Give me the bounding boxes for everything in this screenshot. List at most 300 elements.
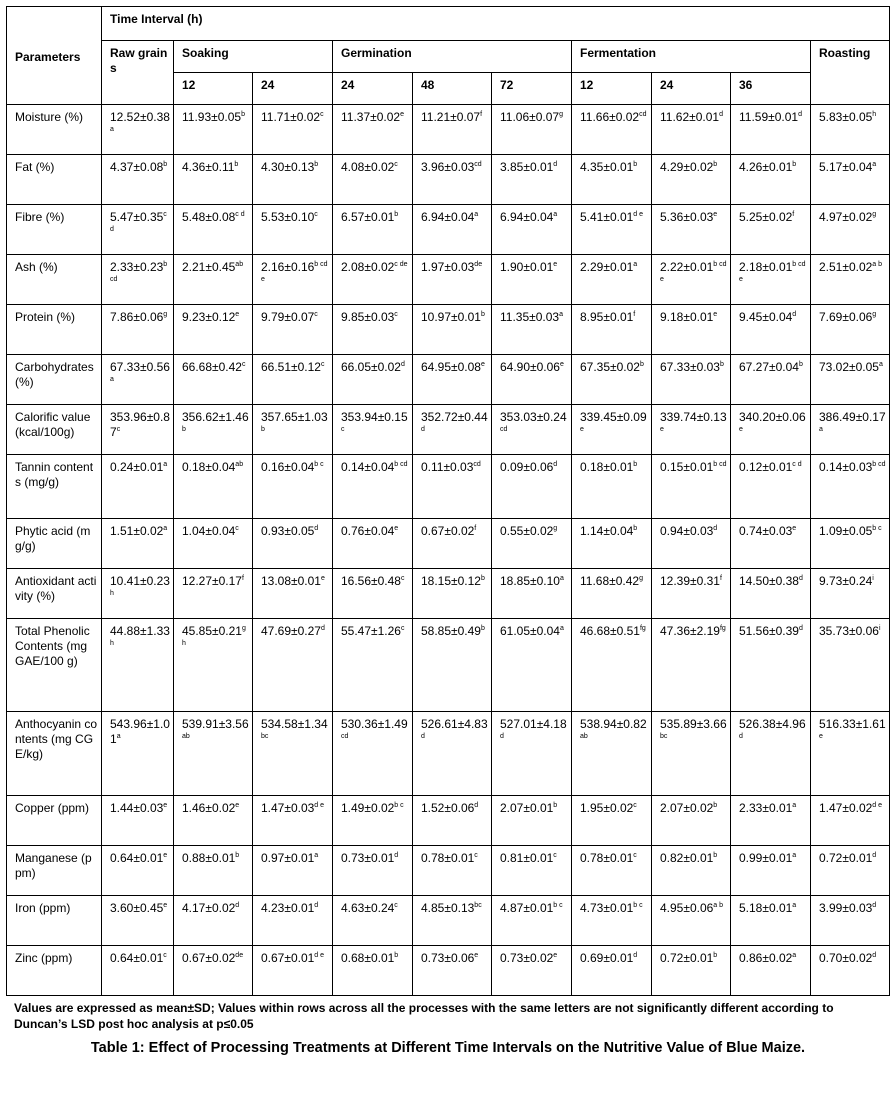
mean-sd-value: 0.09±0.06 xyxy=(500,460,554,474)
significance-letters: b xyxy=(394,952,399,959)
value-cell xyxy=(731,569,811,619)
mean-sd-value: 11.66±0.02 xyxy=(580,110,640,124)
value-cell xyxy=(102,355,174,405)
significance-letters: a xyxy=(163,525,168,532)
table-row xyxy=(7,305,890,355)
significance-letters: a xyxy=(314,852,319,859)
value-cell xyxy=(413,846,492,896)
value-cell xyxy=(174,796,253,846)
table-row xyxy=(7,355,890,405)
significance-letters: b xyxy=(639,361,644,368)
value-cell xyxy=(492,896,572,946)
table-row xyxy=(7,569,890,619)
significance-letters: cd xyxy=(473,461,481,468)
mean-sd-value: 0.81±0.01 xyxy=(500,851,554,865)
value-cell xyxy=(253,205,333,255)
significance-letters: g xyxy=(872,311,877,318)
mean-sd-value: 4.35±0.01 xyxy=(580,160,634,174)
significance-letters: ab xyxy=(580,733,588,740)
significance-letters: cd xyxy=(110,211,167,233)
mean-sd-value: 1.51±0.02 xyxy=(110,524,164,538)
parameter-label: Ash (%) xyxy=(7,255,102,305)
mean-sd-value: 1.90±0.01 xyxy=(500,260,554,274)
mean-sd-value: 0.73±0.01 xyxy=(341,851,395,865)
mean-sd-value: 5.53±0.10 xyxy=(261,210,315,224)
value-cell xyxy=(174,569,253,619)
value-cell xyxy=(811,569,890,619)
mean-sd-value: 64.95±0.08 xyxy=(421,360,481,374)
significance-letters: b xyxy=(480,575,485,582)
value-cell xyxy=(731,205,811,255)
significance-letters: e xyxy=(559,361,564,368)
table-row xyxy=(7,846,890,896)
significance-letters: g xyxy=(163,311,168,318)
mean-sd-value: 4.85±0.13 xyxy=(421,901,475,915)
mean-sd-value: 10.97±0.01 xyxy=(421,310,481,324)
significance-letters: c xyxy=(400,575,405,582)
mean-sd-value: 1.46±0.02 xyxy=(182,801,236,815)
value-cell xyxy=(492,946,572,996)
mean-sd-value: 11.59±0.01 xyxy=(739,110,799,124)
significance-letters: c xyxy=(394,902,398,909)
mean-sd-value: 4.30±0.13 xyxy=(261,160,315,174)
mean-sd-value: 13.08±0.01 xyxy=(261,574,321,588)
parameter-label: Fibre (%) xyxy=(7,205,102,255)
value-cell xyxy=(333,712,413,796)
value-cell xyxy=(413,405,492,455)
significance-letters: b xyxy=(553,802,558,809)
value-cell xyxy=(333,455,413,519)
significance-letters: d xyxy=(421,426,425,433)
significance-letters: e xyxy=(580,426,584,433)
significance-letters: e xyxy=(163,802,168,809)
value-cell xyxy=(413,619,492,712)
significance-letters: d xyxy=(235,902,240,909)
value-cell xyxy=(811,305,890,355)
significance-letters: c xyxy=(394,311,398,318)
mean-sd-value: 516.33±1.61 xyxy=(819,717,886,731)
value-cell xyxy=(333,405,413,455)
significance-letters: c xyxy=(474,852,478,859)
mean-sd-value: 2.08±0.02 xyxy=(341,260,395,274)
table-caption: Table 1: Effect of Processing Treatments at Different Time Intervals on the Nutritive Value of Blue Maize. xyxy=(90,1040,806,1056)
value-cell xyxy=(333,255,413,305)
value-cell xyxy=(652,569,731,619)
significance-letters: i xyxy=(872,575,874,582)
parameter-label: Zinc (ppm) xyxy=(7,946,102,996)
mean-sd-value: 12.52±0.38 xyxy=(110,110,170,124)
mean-sd-value: 9.85±0.03 xyxy=(341,310,395,324)
significance-letters: c de xyxy=(394,261,408,268)
significance-letters: f xyxy=(241,575,244,582)
parameter-label: Fat (%) xyxy=(7,155,102,205)
value-cell xyxy=(102,846,174,896)
mean-sd-value: 2.33±0.01 xyxy=(739,801,793,815)
significance-letters: e xyxy=(320,575,325,582)
value-cell xyxy=(652,405,731,455)
value-cell xyxy=(333,846,413,896)
mean-sd-value: 0.73±0.02 xyxy=(500,951,554,965)
value-cell xyxy=(652,305,731,355)
value-cell xyxy=(174,155,253,205)
mean-sd-value: 1.04±0.04 xyxy=(182,524,236,538)
significance-letters: ab xyxy=(235,461,244,468)
mean-sd-value: 0.15±0.01 xyxy=(660,460,714,474)
mean-sd-value: 1.47±0.02 xyxy=(819,801,873,815)
mean-sd-value: 0.11±0.03 xyxy=(421,460,474,474)
significance-letters: b xyxy=(480,311,485,318)
value-cell xyxy=(333,355,413,405)
value-cell xyxy=(811,519,890,569)
value-cell xyxy=(811,355,890,405)
value-cell xyxy=(572,569,652,619)
significance-letters: f xyxy=(480,111,483,118)
value-cell xyxy=(413,455,492,519)
significance-letters: a xyxy=(116,733,121,740)
significance-letters: a xyxy=(559,311,563,318)
significance-letters: bc xyxy=(474,902,482,909)
mean-sd-value: 51.56±0.39 xyxy=(739,624,799,638)
value-cell xyxy=(572,405,652,455)
mean-sd-value: 1.47±0.03 xyxy=(261,801,315,815)
significance-letters: c xyxy=(163,952,167,959)
mean-sd-value: 47.69±0.27 xyxy=(261,624,321,638)
significance-letters: g xyxy=(872,211,877,218)
significance-letters: b c xyxy=(314,461,324,468)
mean-sd-value: 10.41±0.23 xyxy=(110,574,170,588)
mean-sd-value: 526.61±4.83 xyxy=(421,717,488,731)
value-cell xyxy=(174,846,253,896)
mean-sd-value: 2.21±0.45 xyxy=(182,260,236,274)
significance-letters: f xyxy=(792,211,795,218)
significance-letters: e xyxy=(163,852,168,859)
significance-letters: d e xyxy=(872,802,883,809)
mean-sd-value: 0.24±0.01 xyxy=(110,460,164,474)
mean-sd-value: 353.96±0.87 xyxy=(110,410,170,439)
mean-sd-value: 353.94±0.15 xyxy=(341,410,408,424)
value-cell xyxy=(333,305,413,355)
mean-sd-value: 0.72±0.01 xyxy=(660,951,714,965)
hour-header: 24 xyxy=(652,73,731,105)
significance-letters: gh xyxy=(182,625,246,647)
significance-letters: a xyxy=(872,161,877,168)
significance-letters: g xyxy=(639,575,643,582)
significance-letters: d xyxy=(500,733,504,740)
value-cell xyxy=(174,355,253,405)
significance-letters: f xyxy=(474,525,477,532)
significance-letters: d xyxy=(314,902,319,909)
value-cell xyxy=(492,105,572,155)
significance-letters: d xyxy=(739,733,743,740)
value-cell xyxy=(413,896,492,946)
value-cell xyxy=(102,519,174,569)
table-row xyxy=(7,155,890,205)
value-cell xyxy=(572,946,652,996)
significance-letters: d xyxy=(798,625,803,632)
value-cell xyxy=(333,946,413,996)
mean-sd-value: 339.74±0.13 xyxy=(660,410,727,424)
value-cell xyxy=(572,355,652,405)
significance-letters: b xyxy=(235,852,240,859)
value-cell xyxy=(102,896,174,946)
table-row xyxy=(7,205,890,255)
value-cell xyxy=(102,305,174,355)
significance-letters: b xyxy=(182,426,186,433)
roasting-header: Roasting xyxy=(811,41,890,105)
value-cell xyxy=(253,896,333,946)
mean-sd-value: 11.62±0.01 xyxy=(660,110,720,124)
mean-sd-value: 0.72±0.01 xyxy=(819,851,873,865)
mean-sd-value: 5.25±0.02 xyxy=(739,210,793,224)
parameter-label: Calorific value (kcal/100g) xyxy=(7,405,102,455)
significance-letters: a b xyxy=(872,261,883,268)
value-cell xyxy=(731,846,811,896)
value-cell xyxy=(102,946,174,996)
mean-sd-value: 4.36±0.11 xyxy=(182,160,235,174)
value-cell xyxy=(413,355,492,405)
hour-header: 24 xyxy=(253,73,333,105)
value-cell xyxy=(652,355,731,405)
significance-letters: b xyxy=(241,111,245,118)
mean-sd-value: 45.85±0.21 xyxy=(182,624,242,638)
value-cell xyxy=(492,255,572,305)
significance-letters: de xyxy=(474,261,483,268)
significance-letters: c xyxy=(394,161,398,168)
mean-sd-value: 4.23±0.01 xyxy=(261,901,315,915)
value-cell xyxy=(731,355,811,405)
value-cell xyxy=(174,946,253,996)
significance-letters: c xyxy=(314,211,318,218)
significance-letters: b c xyxy=(553,902,563,909)
value-cell xyxy=(652,619,731,712)
value-cell xyxy=(253,355,333,405)
value-cell xyxy=(413,205,492,255)
germination-header: Germination xyxy=(333,41,572,73)
significance-letters: b c xyxy=(633,902,643,909)
value-cell xyxy=(572,305,652,355)
mean-sd-value: 3.60±0.45 xyxy=(110,901,164,915)
significance-letters: fg xyxy=(719,625,726,632)
value-cell xyxy=(253,846,333,896)
significance-letters: a xyxy=(553,211,558,218)
significance-letters: a b xyxy=(713,902,724,909)
mean-sd-value: 530.36±1.49 xyxy=(341,717,408,731)
mean-sd-value: 61.05±0.04 xyxy=(500,624,560,638)
mean-sd-value: 527.01±4.18 xyxy=(500,717,567,731)
value-cell xyxy=(413,569,492,619)
mean-sd-value: 1.97±0.03 xyxy=(421,260,475,274)
mean-sd-value: 0.94±0.03 xyxy=(660,524,714,538)
significance-letters: a xyxy=(559,625,564,632)
value-cell xyxy=(811,155,890,205)
significance-letters: h xyxy=(110,590,114,597)
mean-sd-value: 0.18±0.01 xyxy=(580,460,634,474)
significance-letters: cd xyxy=(341,733,349,740)
value-cell xyxy=(333,519,413,569)
nutritive-value-table xyxy=(6,6,890,996)
mean-sd-value: 4.37±0.08 xyxy=(110,160,164,174)
significance-letters: e xyxy=(480,361,485,368)
mean-sd-value: 1.49±0.02 xyxy=(341,801,395,815)
value-cell xyxy=(333,796,413,846)
significance-letters: b cde xyxy=(739,261,806,283)
significance-letters: c xyxy=(633,852,637,859)
value-cell xyxy=(811,619,890,712)
value-cell xyxy=(413,519,492,569)
mean-sd-value: 0.55±0.02 xyxy=(500,524,554,538)
significance-letters: d xyxy=(798,575,803,582)
mean-sd-value: 0.14±0.03 xyxy=(819,460,873,474)
value-cell xyxy=(811,712,890,796)
value-cell xyxy=(652,455,731,519)
value-cell xyxy=(253,519,333,569)
significance-letters: d xyxy=(553,461,558,468)
mean-sd-value: 0.99±0.01 xyxy=(739,851,793,865)
time-interval-header: Time Interval (h) xyxy=(102,7,890,41)
significance-letters: c xyxy=(553,852,557,859)
significance-letters: i xyxy=(878,625,881,632)
value-cell xyxy=(102,569,174,619)
significance-letters: c xyxy=(633,802,637,809)
significance-letters: bcd xyxy=(110,261,168,283)
significance-letters: ab xyxy=(182,733,190,740)
raw-grains-header: Raw grains xyxy=(102,41,174,105)
value-cell xyxy=(102,155,174,205)
mean-sd-value: 5.18±0.01 xyxy=(739,901,793,915)
significance-letters: g xyxy=(559,111,563,118)
significance-letters: a xyxy=(633,261,638,268)
value-cell xyxy=(492,155,572,205)
parameter-label: Manganese (ppm) xyxy=(7,846,102,896)
parameters-header: Parameters xyxy=(7,7,102,105)
significance-letters: c xyxy=(235,525,239,532)
mean-sd-value: 73.02±0.05 xyxy=(819,360,879,374)
significance-letters: a xyxy=(559,575,564,582)
mean-sd-value: 352.72±0.44 xyxy=(421,410,488,424)
significance-letters: b xyxy=(314,161,319,168)
hour-header: 48 xyxy=(413,73,492,105)
mean-sd-value: 534.58±1.34 xyxy=(261,717,328,731)
value-cell xyxy=(333,155,413,205)
value-cell xyxy=(333,896,413,946)
value-cell xyxy=(492,205,572,255)
significance-letters: e xyxy=(713,211,718,218)
mean-sd-value: 386.49±0.17 xyxy=(819,410,886,424)
table-row xyxy=(7,712,890,796)
table-container xyxy=(6,6,890,1056)
significance-letters: cd xyxy=(500,426,508,433)
value-cell xyxy=(492,712,572,796)
value-cell xyxy=(572,896,652,946)
value-cell xyxy=(652,796,731,846)
significance-letters: b xyxy=(261,426,265,433)
mean-sd-value: 9.79±0.07 xyxy=(261,310,315,324)
mean-sd-value: 1.52±0.06 xyxy=(421,801,475,815)
value-cell xyxy=(572,619,652,712)
value-cell xyxy=(102,105,174,155)
significance-letters: d xyxy=(553,161,558,168)
mean-sd-value: 3.99±0.03 xyxy=(819,901,873,915)
parameter-label: Carbohydrates (%) xyxy=(7,355,102,405)
significance-letters: d xyxy=(314,525,319,532)
value-cell xyxy=(102,796,174,846)
value-cell xyxy=(174,105,253,155)
value-cell xyxy=(253,105,333,155)
mean-sd-value: 0.88±0.01 xyxy=(182,851,236,865)
mean-sd-value: 6.94±0.04 xyxy=(421,210,475,224)
significance-letters: a xyxy=(792,802,797,809)
significance-letters: b xyxy=(798,361,803,368)
significance-letters: bc xyxy=(660,733,668,740)
significance-letters: e xyxy=(739,426,743,433)
significance-letters: d e xyxy=(314,952,325,959)
mean-sd-value: 5.47±0.35 xyxy=(110,210,164,224)
significance-letters: a xyxy=(819,426,823,433)
significance-letters: e xyxy=(235,311,240,318)
significance-letters: a xyxy=(792,952,797,959)
mean-sd-value: 2.18±0.01 xyxy=(739,260,793,274)
table-row xyxy=(7,796,890,846)
value-cell xyxy=(572,205,652,255)
significance-letters: a xyxy=(474,211,479,218)
significance-letters: b xyxy=(713,852,718,859)
significance-letters: c xyxy=(320,111,324,118)
significance-letters: b cd xyxy=(872,461,886,468)
mean-sd-value: 2.51±0.02 xyxy=(819,260,873,274)
significance-letters: de xyxy=(235,952,244,959)
significance-letters: b xyxy=(713,952,718,959)
value-cell xyxy=(253,946,333,996)
significance-letters: d xyxy=(872,902,877,909)
value-cell xyxy=(333,619,413,712)
value-cell xyxy=(811,205,890,255)
mean-sd-value: 11.93±0.05 xyxy=(182,110,242,124)
significance-letters: b xyxy=(713,802,718,809)
value-cell xyxy=(572,519,652,569)
significance-letters: d xyxy=(713,525,718,532)
significance-letters: h xyxy=(872,111,877,118)
mean-sd-value: 47.36±2.19 xyxy=(660,624,720,638)
significance-letters: c d xyxy=(792,461,802,468)
mean-sd-value: 5.48±0.08 xyxy=(182,210,236,224)
value-cell xyxy=(492,796,572,846)
table-row xyxy=(7,896,890,946)
value-cell xyxy=(102,455,174,519)
mean-sd-value: 0.76±0.04 xyxy=(341,524,395,538)
value-cell xyxy=(492,569,572,619)
significance-letters: b xyxy=(163,161,168,168)
value-cell xyxy=(652,946,731,996)
significance-letters: d e xyxy=(633,211,644,218)
mean-sd-value: 0.12±0.01 xyxy=(739,460,793,474)
significance-letters: b cde xyxy=(261,261,328,283)
mean-sd-value: 67.27±0.04 xyxy=(739,360,799,374)
significance-letters: e xyxy=(163,902,168,909)
mean-sd-value: 9.45±0.04 xyxy=(739,310,793,324)
value-cell xyxy=(731,305,811,355)
significance-letters: b xyxy=(633,525,638,532)
mean-sd-value: 0.86±0.02 xyxy=(739,951,793,965)
value-cell xyxy=(174,305,253,355)
mean-sd-value: 356.62±1.46 xyxy=(182,410,249,424)
mean-sd-value: 11.21±0.07 xyxy=(421,110,481,124)
value-cell xyxy=(253,155,333,205)
value-cell xyxy=(174,896,253,946)
mean-sd-value: 66.68±0.42 xyxy=(182,360,242,374)
value-cell xyxy=(174,619,253,712)
table-row xyxy=(7,619,890,712)
significance-letters: bc xyxy=(261,733,269,740)
